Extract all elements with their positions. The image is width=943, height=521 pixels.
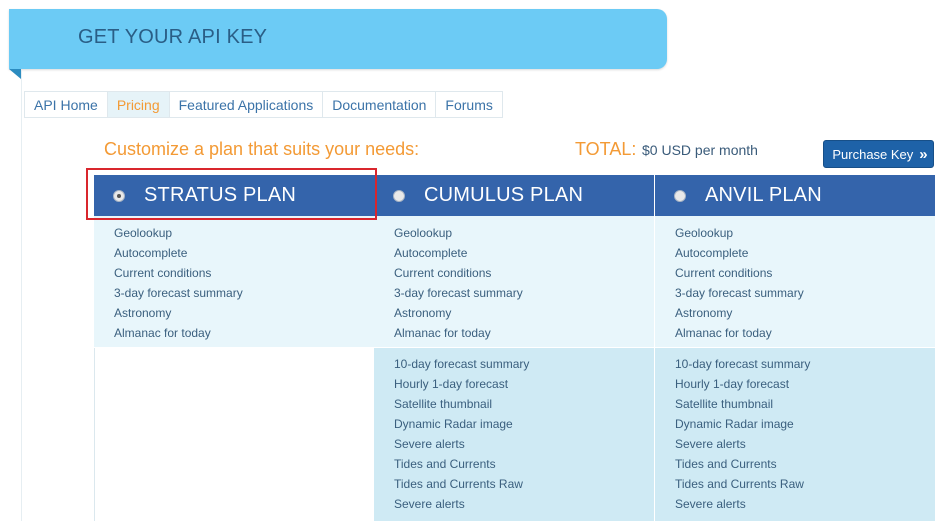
feature-item: Autocomplete: [675, 246, 749, 260]
double-chevron-right-icon: »: [919, 145, 925, 163]
page-frame-line: [21, 70, 22, 521]
api-key-banner: [9, 9, 667, 69]
feature-item: Autocomplete: [114, 246, 188, 260]
feature-item: Dynamic Radar image: [394, 417, 513, 431]
feature-item: Geolookup: [394, 226, 453, 240]
feature-item: Current conditions: [114, 266, 212, 280]
tab-documentation[interactable]: Documentation: [323, 91, 436, 118]
plan-name: CUMULUS PLAN: [424, 184, 584, 206]
banner-title: GET YOUR API KEY: [78, 26, 268, 48]
feature-item: Autocomplete: [394, 246, 468, 260]
plan-name: STRATUS PLAN: [144, 184, 297, 206]
plan-header-cumulus[interactable]: [374, 175, 654, 216]
feature-item: Almanac for today: [114, 326, 211, 340]
feature-item: 3-day forecast summary: [675, 286, 804, 300]
feature-item: Current conditions: [394, 266, 492, 280]
feature-item: Severe alerts: [394, 437, 465, 451]
feature-item: Satellite thumbnail: [675, 397, 774, 411]
feature-item: Astronomy: [394, 306, 452, 320]
feature-item: Almanac for today: [394, 326, 491, 340]
plan-radio-cumulus[interactable]: [393, 190, 405, 202]
purchase-key-label: Purchase Key: [832, 146, 914, 162]
feature-item: Tides and Currents Raw: [394, 477, 523, 491]
feature-item: Severe alerts: [394, 497, 465, 511]
feature-item: Tides and Currents: [675, 457, 777, 471]
feature-item: Current conditions: [675, 266, 773, 280]
customize-heading: Customize a plan that suits your needs:: [104, 139, 420, 159]
feature-item: Satellite thumbnail: [394, 397, 493, 411]
banner-fold-decoration: [9, 69, 21, 79]
feature-item: Dynamic Radar image: [675, 417, 794, 431]
feature-item: Geolookup: [675, 226, 734, 240]
plan-radio-anvil[interactable]: [674, 190, 686, 202]
plan-column-anvil: [655, 175, 935, 521]
total-label: TOTAL:: [575, 139, 637, 159]
feature-item: Severe alerts: [675, 497, 746, 511]
basic-features-cumulus: [374, 216, 654, 347]
feature-item: 3-day forecast summary: [114, 286, 243, 300]
extra-features-empty-stratus: [94, 348, 374, 521]
extra-features-anvil: [655, 348, 935, 521]
feature-item: Astronomy: [675, 306, 733, 320]
plan-header-stratus[interactable]: [94, 175, 374, 216]
tab-forums[interactable]: Forums: [436, 91, 502, 118]
feature-item: Astronomy: [114, 306, 172, 320]
feature-item: 10-day forecast summary: [675, 357, 811, 371]
extra-features-cumulus: [374, 348, 654, 521]
total-value: $0 USD per month: [642, 142, 758, 158]
feature-item: Hourly 1-day forecast: [394, 377, 509, 391]
feature-item: Hourly 1-day forecast: [675, 377, 790, 391]
purchase-key-button[interactable]: [823, 140, 934, 168]
plan-radio-stratus[interactable]: [113, 190, 125, 202]
plan-name: ANVIL PLAN: [705, 184, 822, 206]
tab-pricing[interactable]: Pricing: [108, 91, 170, 118]
plan-header-anvil[interactable]: [655, 175, 935, 216]
plan-column-cumulus: [374, 175, 654, 521]
basic-features-stratus: [94, 216, 374, 347]
feature-item: Severe alerts: [675, 437, 746, 451]
feature-item: 3-day forecast summary: [394, 286, 523, 300]
feature-item: Geolookup: [114, 226, 173, 240]
feature-item: Tides and Currents: [394, 457, 496, 471]
feature-item: Tides and Currents Raw: [675, 477, 804, 491]
plan-column-stratus: [94, 175, 374, 521]
feature-item: Almanac for today: [675, 326, 772, 340]
basic-features-anvil: [655, 216, 935, 347]
nav-tabs: [24, 91, 503, 118]
tab-api-home[interactable]: API Home: [24, 91, 108, 118]
feature-item: 10-day forecast summary: [394, 357, 530, 371]
tab-featured-applications[interactable]: Featured Applications: [170, 91, 324, 118]
